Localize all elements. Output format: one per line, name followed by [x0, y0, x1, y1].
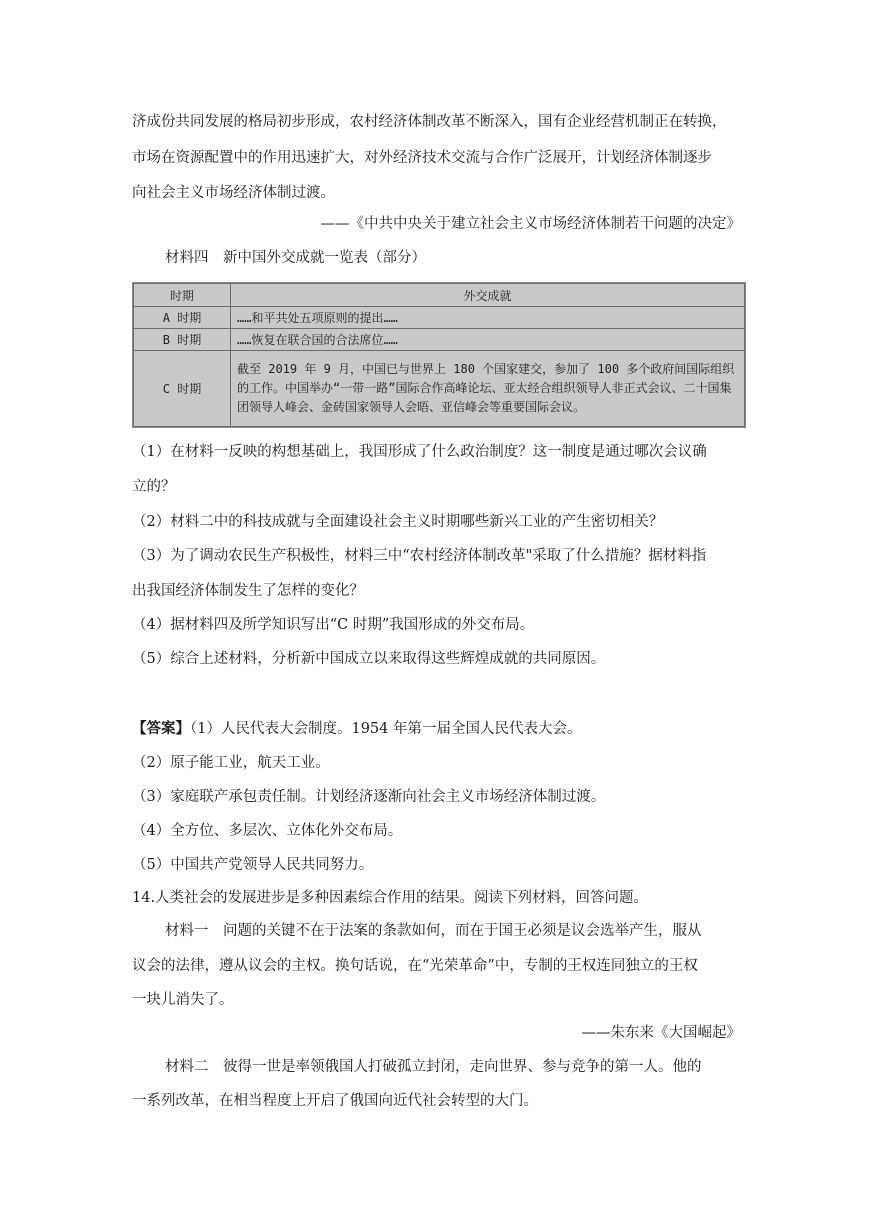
question-1-line-2: 立的？	[132, 479, 176, 495]
question-3-line-2: 出我国经济体制发生了怎样的变化？	[132, 583, 364, 599]
question-4: （4）据材料四及所学知识写出“C 时期”我国形成的外交布局。	[132, 617, 535, 633]
answer-1: （1）人民代表大会制度。1954 年第一届全国人民代表大会。	[190, 721, 582, 737]
q14-material1-line-2: 议会的法律，遵从议会的主权。换句话说，在“光荣革命”中，专制的王权连同独立的王权	[132, 958, 698, 974]
answer-2: （2）原子能工业，航天工业。	[132, 755, 330, 771]
answer-3: （3）家庭联产承包责任制。计划经济逐渐向社会主义市场经济体制过渡。	[132, 789, 606, 805]
row-achievement: ……和平共处五项原则的提出……	[231, 307, 745, 329]
question-1-line-1: （1）在材料一反映的构想基础上，我国形成了什么政治制度？这一制度是通过哪次会议确	[132, 444, 707, 460]
question-3-line-1: （3）为了调动农民生产积极性，材料三中“农村经济体制改革"采取了什么措施？据材料指	[132, 548, 707, 564]
q14-material2-line-2: 一系列改革，在相当程度上开启了俄国向近代社会转型的大门。	[132, 1093, 538, 1109]
header-period: 时期	[134, 284, 231, 307]
q14-material1-line-3: 一块儿消失了。	[132, 992, 234, 1008]
row-period: B 时期	[134, 329, 231, 351]
row-achievement: ……恢复在联合国的合法席位……	[231, 329, 745, 351]
table-row	[134, 307, 745, 329]
row-period: A 时期	[134, 307, 231, 329]
row-period: C 时期	[134, 351, 231, 427]
answer-label: 【答案】	[132, 720, 190, 737]
top-source: ——《中共中央关于建立社会主义市场经济体制若干问题的决定》	[320, 216, 741, 232]
row-achievement: 截至 2019 年 9 月，中国已与世界上 180 个国家建交，参加了 100 多个政府间国际组织的工作。中国举办“一带一路”国际合作高峰论坛、亚太经合组织领导人非正式会议、二十国集团领导人峰会、金砖国家领导人会晤、亚信峰会等重要国际会议。	[231, 351, 745, 427]
q14-material1-source: ——朱东来《大国崛起》	[581, 1025, 741, 1041]
header-achievement: 外交成就	[231, 284, 745, 307]
answer-line-1	[132, 719, 581, 739]
question-2: （2）材料二中的科技成就与全面建设社会主义时期哪些新兴工业的产生密切相关？	[132, 514, 664, 530]
q14-material2-line-1: 材料二 彼得一世是率领俄国人打破孤立封闭，走向世界、参与竞争的第一人。他的	[165, 1059, 702, 1075]
question-5: （5）综合上述材料，分析新中国成立以来取得这些辉煌成就的共同原因。	[132, 651, 606, 667]
top-paragraph-line-2: 市场在资源配置中的作用迅速扩大，对外经济技术交流与合作广泛展开，计划经济体制逐步	[132, 150, 712, 166]
answer-5: （5）中国共产党领导人民共同努力。	[132, 857, 374, 873]
top-paragraph-line-1: 济成份共同发展的格局初步形成，农村经济体制改革不断深入，国有企业经营机制正在转换，	[132, 114, 727, 130]
top-paragraph-line-3: 向社会主义市场经济体制过渡。	[132, 185, 335, 201]
answer-4: （4）全方位、多层次、立体化外交布局。	[132, 823, 403, 839]
diplomacy-table	[132, 282, 746, 428]
question-14-intro: 14.人类社会的发展进步是多种因素综合作用的结果。阅读下列材料，回答问题。	[132, 890, 649, 906]
table-row	[134, 351, 745, 427]
material4-title: 材料四 新中国外交成就一览表（部分）	[165, 250, 426, 266]
table-row	[134, 329, 745, 351]
q14-material1-line-1: 材料一 问题的关键不在于法案的条款如何，而在于国王必须是议会选举产生，服从	[165, 923, 702, 939]
table-header-row	[134, 284, 745, 307]
